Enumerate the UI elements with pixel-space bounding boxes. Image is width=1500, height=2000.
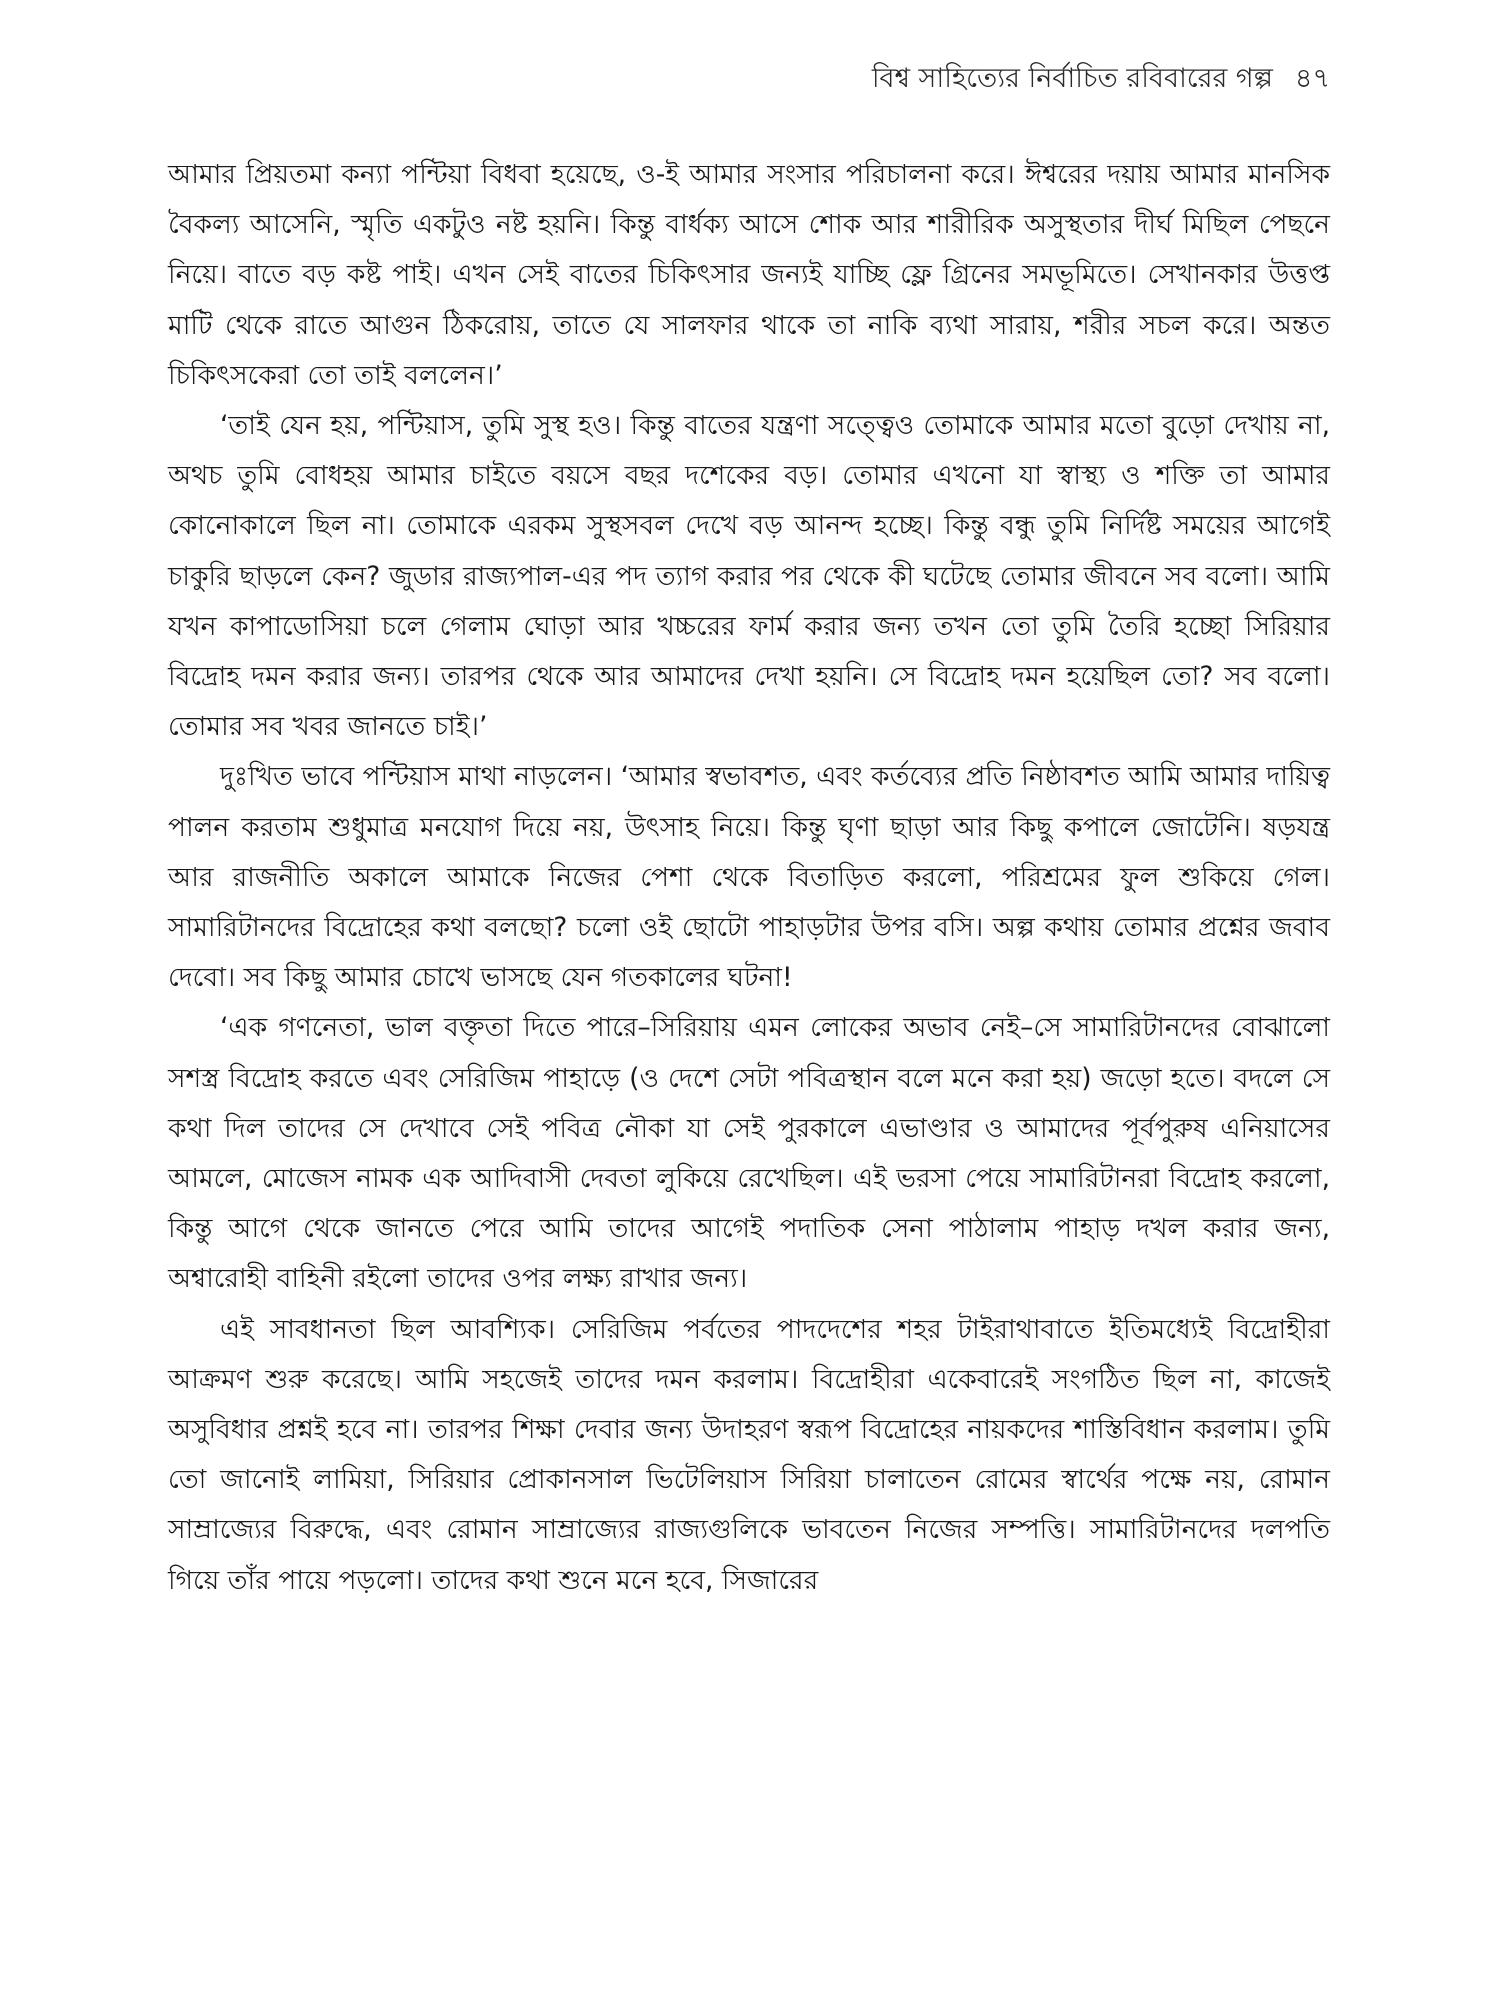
- paragraph: আমার প্রিয়তমা কন্যা পন্টিয়া বিধবা হয়েছে, ও-ই আমার সংসার পরিচালনা করে। ঈশ্বরের দয়ায় আমার মানসিক বৈকল্য আসেনি, স্মৃতি একটুও নষ্ট হয়নি। কিন্তু বার্ধক্য আসে শোক আর শারীরিক অসুস্থতার দীর্ঘ মিছিল পেছনে নিয়ে। বাতে বড় কষ্ট পাই। এখন সেই বাতের চিকিৎসার জন্যই যাচ্ছি ফ্লে গ্রিনের সমভূমিতে। সেখানকার উত্তপ্ত মাটি থেকে রাতে আগুন ঠিকরোয়, তাতে যে সালফার থাকে তা নাকি ব্যথা সারায়, শরীর সচল করে। অন্তত চিকিৎসকেরা তো তাই বললেন।’: [168, 159, 1330, 391]
- running-header: [872, 58, 1330, 103]
- book-title: বিশ্ব সাহিত্যের নির্বাচিত রবিবারের গল্প: [871, 63, 1273, 94]
- paragraph: ‘তাই যেন হয়, পন্টিয়াস, তুমি সুস্থ হও। কিন্তু বাতের যন্ত্রণা সত্ত্বেও তোমাকে আমার মতো বুড়ো দেখায় না, অথচ তুমি বোধহয় আমার চাইতে বয়সে বছর দশেকের বড়। তোমার এখনো যা স্বাস্থ্য ও শক্তি তা আমার কোনোকালে ছিল না। তোমাকে এরকম সুস্থসবল দেখে বড় আনন্দ হচ্ছে। কিন্তু বন্ধু তুমি নির্দিষ্ট সময়ের আগেই চাকুরি ছাড়লে কেন? জুডার রাজ্যপাল-এর পদ ত্যাগ করার পর থেকে কী ঘটেছে তোমার জীবনে সব বলো। আমি যখন কাপাডোসিয়া চলে গেলাম ঘোড়া আর খচ্চরের ফার্ম করার জন্য তখন তো তুমি তৈরি হচ্ছো সিরিয়ার বিদ্রোহ দমন করার জন্য। তারপর থেকে আর আমাদের দেখা হয়নি। সে বিদ্রোহ দমন হয়েছিল তো? সব বলো। তোমার সব খবর জানতে চাই।’: [168, 410, 1330, 743]
- paragraph: দুঃখিত ভাবে পন্টিয়াস মাথা নাড়লেন। ‘আমার স্বভাবশত, এবং কর্তব্যের প্রতি নিষ্ঠাবশত আমি আমার দায়িত্ব পালন করতাম শুধুমাত্র মনযোগ দিয়ে নয়, উৎসাহ নিয়ে। কিন্তু ঘৃণা ছাড়া আর কিছু কপালে জোটেনি। ষড়যন্ত্র আর রাজনীতি অকালে আমাকে নিজের পেশা থেকে বিতাড়িত করলো, পরিশ্রমের ফুল শুকিয়ে গেল। সামারিটানদের বিদ্রোহের কথা বলছো? চলো ওই ছোটো পাহাড়টার উপর বসি। অল্প কথায় তোমার প্রশ্নের জবাব দেবো। সব কিছু আমার চোখে ভাসছে যেন গতকালের ঘটনা!: [168, 761, 1330, 994]
- page-number: ৪৭: [1294, 63, 1330, 94]
- body-text: [168, 150, 1330, 1606]
- paragraph: এই সাবধানতা ছিল আবশ্যিক। সেরিজিম পর্বতের পাদদেশের শহর টাইরাথাবাতে ইতিমধ্যেই বিদ্রোহীরা আক্রমণ শুরু করেছে। আমি সহজেই তাদের দমন করলাম। বিদ্রোহীরা একেবারেই সংগঠিত ছিল না, কাজেই অসুবিধার প্রশ্নই হবে না। তারপর শিক্ষা দেবার জন্য উদাহরণ স্বরূপ বিদ্রোহের নায়কদের শাস্তিবিধান করলাম। তুমি তো জানোই লামিয়া, সিরিয়ার প্রোকানসাল ভিটেলিয়াস সিরিয়া চালাতেন রোমের স্বার্থের পক্ষে নয়, রোমান সাম্রাজ্যের বিরুদ্ধে, এবং রোমান সাম্রাজ্যের রাজ্যগুলিকে ভাবতেন নিজের সম্পত্তি। সামারিটানদের দলপতি গিয়ে তাঁর পায়ে পড়লো। তাদের কথা শুনে মনে হবে, সিজারের: [168, 1313, 1330, 1596]
- paragraph: ‘এক গণনেতা, ভাল বক্তৃতা দিতে পারে–সিরিয়ায় এমন লোকের অভাব নেই–সে সামারিটানদের বোঝালো সশস্ত্র বিদ্রোহ করতে এবং সেরিজিম পাহাড়ে (ও দেশে সেটা পবিত্রস্থান বলে মনে করা হয়) জড়ো হতে। বদলে সে কথা দিল তাদের সে দেখাবে সেই পবিত্র নৌকা যা সেই পুরকালে এভাণ্ডার ও আমাদের পূর্বপুরুষ এনিয়াসের আমলে, মোজেস নামক এক আদিবাসী দেবতা লুকিয়ে রেখেছিল। এই ভরসা পেয়ে সামারিটানরা বিদ্রোহ করলো, কিন্তু আগে থেকে জানতে পেরে আমি তাদের আগেই পদাতিক সেনা পাঠালাম পাহাড় দখল করার জন্য, অশ্বারোহী বাহিনী রইলো তাদের ওপর লক্ষ্য রাখার জন্য।: [168, 1012, 1330, 1295]
